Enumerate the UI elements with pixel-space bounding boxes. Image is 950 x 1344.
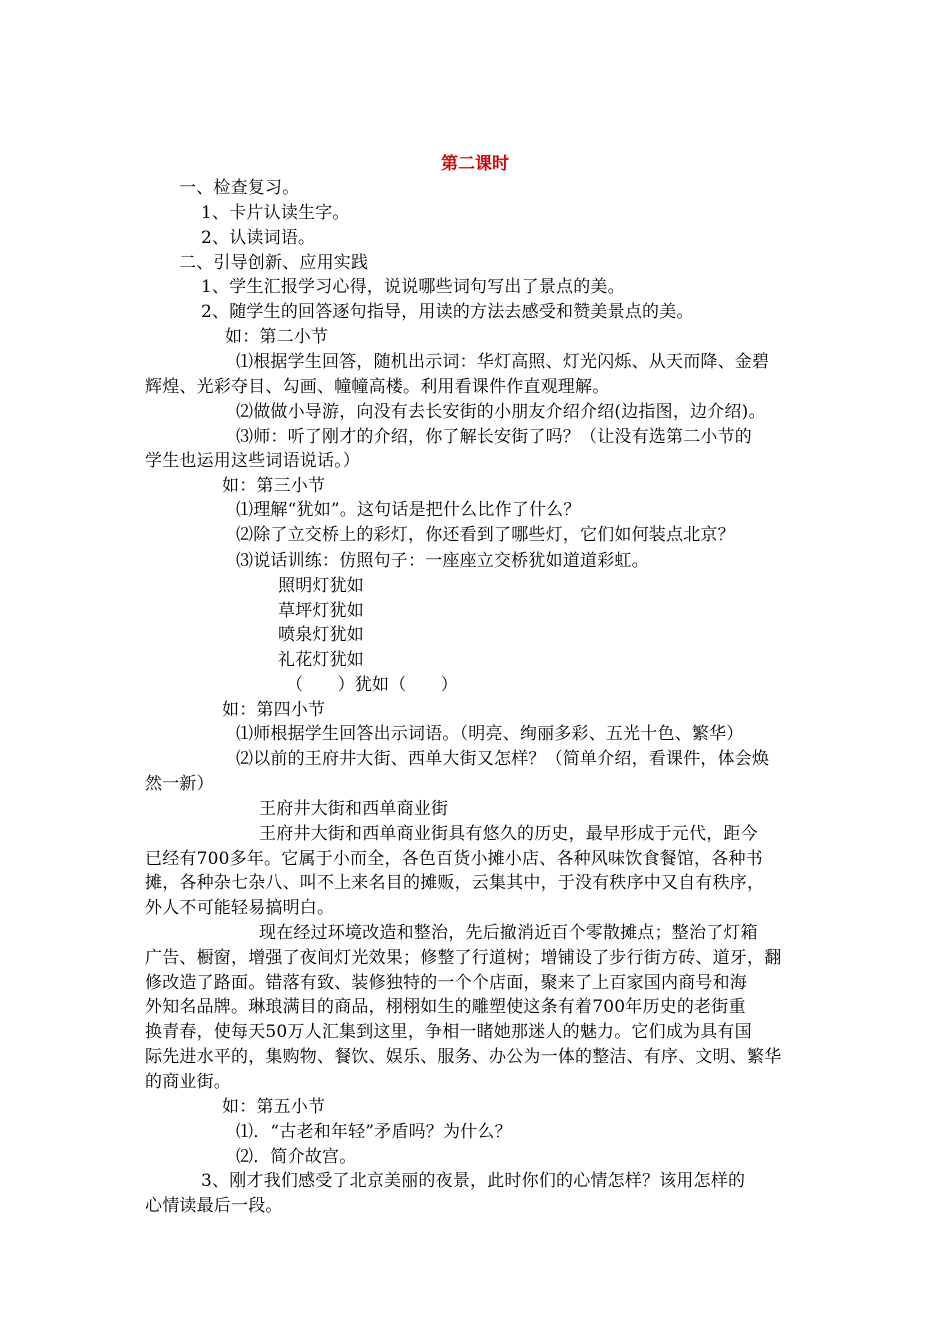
text-line: 外人不可能轻易搞明白。 xyxy=(145,898,335,918)
text-line: 换青春，使每天50万人汇集到这里，争相一睹她那迷人的魅力。它们成为具有国 xyxy=(145,1022,752,1042)
text-line: 现在经过环境改造和整治，先后撤消近百个零散摊点；整治了灯箱 xyxy=(259,923,758,943)
text-line: 喷泉灯犹如 xyxy=(278,625,364,645)
text-line: 学生也运用这些词语说话。） xyxy=(145,451,361,471)
text-line: 2、认读词语。 xyxy=(201,228,316,248)
text-line: 1、卡片认读生字。 xyxy=(201,203,350,223)
text-line: ⑶师：听了刚才的介绍，你了解长安街了吗？（让没有选第二小节的 xyxy=(236,427,752,447)
text-line: 然一新） xyxy=(145,774,214,794)
text-line: 如：第四小节 xyxy=(222,700,326,720)
text-line: 照明灯犹如 xyxy=(278,576,364,596)
text-line: 二、引导创新、应用实践 xyxy=(179,253,369,273)
text-line: ⑴理解“犹如”。这句话是把什么比作了什么？ xyxy=(236,500,581,520)
text-line: ⑵．简介故宫。 xyxy=(236,1147,357,1167)
subheading: 王府井大街和西单商业街 xyxy=(259,799,449,819)
text-line: 辉煌、光彩夺目、勾画、幢幢高楼。利用看课件作直观理解。 xyxy=(145,377,610,397)
text-line: 外知名品牌。琳琅满目的商品，栩栩如生的雕塑使这条有着700年历史的老街重 xyxy=(145,997,746,1017)
text-line: ⑶说话训练：仿照句子：一座座立交桥犹如道道彩虹。 xyxy=(236,551,649,571)
text-line: 1、学生汇报学习心得，说说哪些词句写出了景点的美。 xyxy=(201,277,625,297)
text-line: ⑴根据学生回答，随机出示词：华灯高照、灯光闪烁、从天而降、金碧 xyxy=(236,352,770,372)
text-line: （ ）犹如（ ） xyxy=(286,675,458,695)
text-line: ⑵除了立交桥上的彩灯，你还看到了哪些灯，它们如何装点北京？ xyxy=(236,525,735,545)
text-line: 2、随学生的回答逐句指导，用读的方法去感受和赞美景点的美。 xyxy=(201,302,694,322)
text-line: 如：第五小节 xyxy=(222,1097,326,1117)
text-line: 的商业街。 xyxy=(145,1072,231,1092)
text-line: 已经有700多年。它属于小而全，各色百货小摊小店、各种风味饮食餐馆，各种书 xyxy=(145,849,763,869)
text-line: 心情读最后一段。 xyxy=(145,1196,283,1216)
text-line: 一、检查复习。 xyxy=(179,178,300,198)
text-line: 摊，各种杂七杂八、叫不上来名目的摊贩，云集其中，于没有秩序中又自有秩序， xyxy=(145,873,765,893)
text-line: 际先进水平的，集购物、餐饮、娱乐、服务、办公为一体的整洁、有序、文明、繁华 xyxy=(145,1047,782,1067)
text-line: 如：第二小节 xyxy=(225,327,329,347)
text-line: 草坪灯犹如 xyxy=(278,601,364,621)
text-line: 礼花灯犹如 xyxy=(278,650,364,670)
text-line: 如：第三小节 xyxy=(222,476,326,496)
text-line: ⑴．“古老和年轻”矛盾吗？为什么？ xyxy=(236,1122,512,1142)
text-line: 3、刚才我们感受了北京美丽的夜景，此时你们的心情怎样？该用怎样的 xyxy=(201,1171,746,1191)
text-line: ⑵做做小导游，向没有去长安街的小朋友介绍介绍(边指图，边介绍)。 xyxy=(236,402,766,422)
text-line: 广告、橱窗，增强了夜间灯光效果；修整了行道树；增铺设了步行街方砖、道牙，翻 xyxy=(145,948,782,968)
page-title: 第二课时 xyxy=(441,154,509,174)
text-line: 修改造了路面。错落有致、装修独特的一个个店面，聚来了上百家国内商号和海 xyxy=(145,973,747,993)
text-line: 王府井大街和西单商业街具有悠久的历史，最早形成于元代，距今 xyxy=(259,824,758,844)
text-line: ⑵以前的王府井大街、西单大街又怎样？（简单介绍，看课件，体会焕 xyxy=(236,749,770,769)
text-line: ⑴师根据学生回答出示词语。（明亮、绚丽多彩、五光十色、繁华） xyxy=(236,724,744,744)
